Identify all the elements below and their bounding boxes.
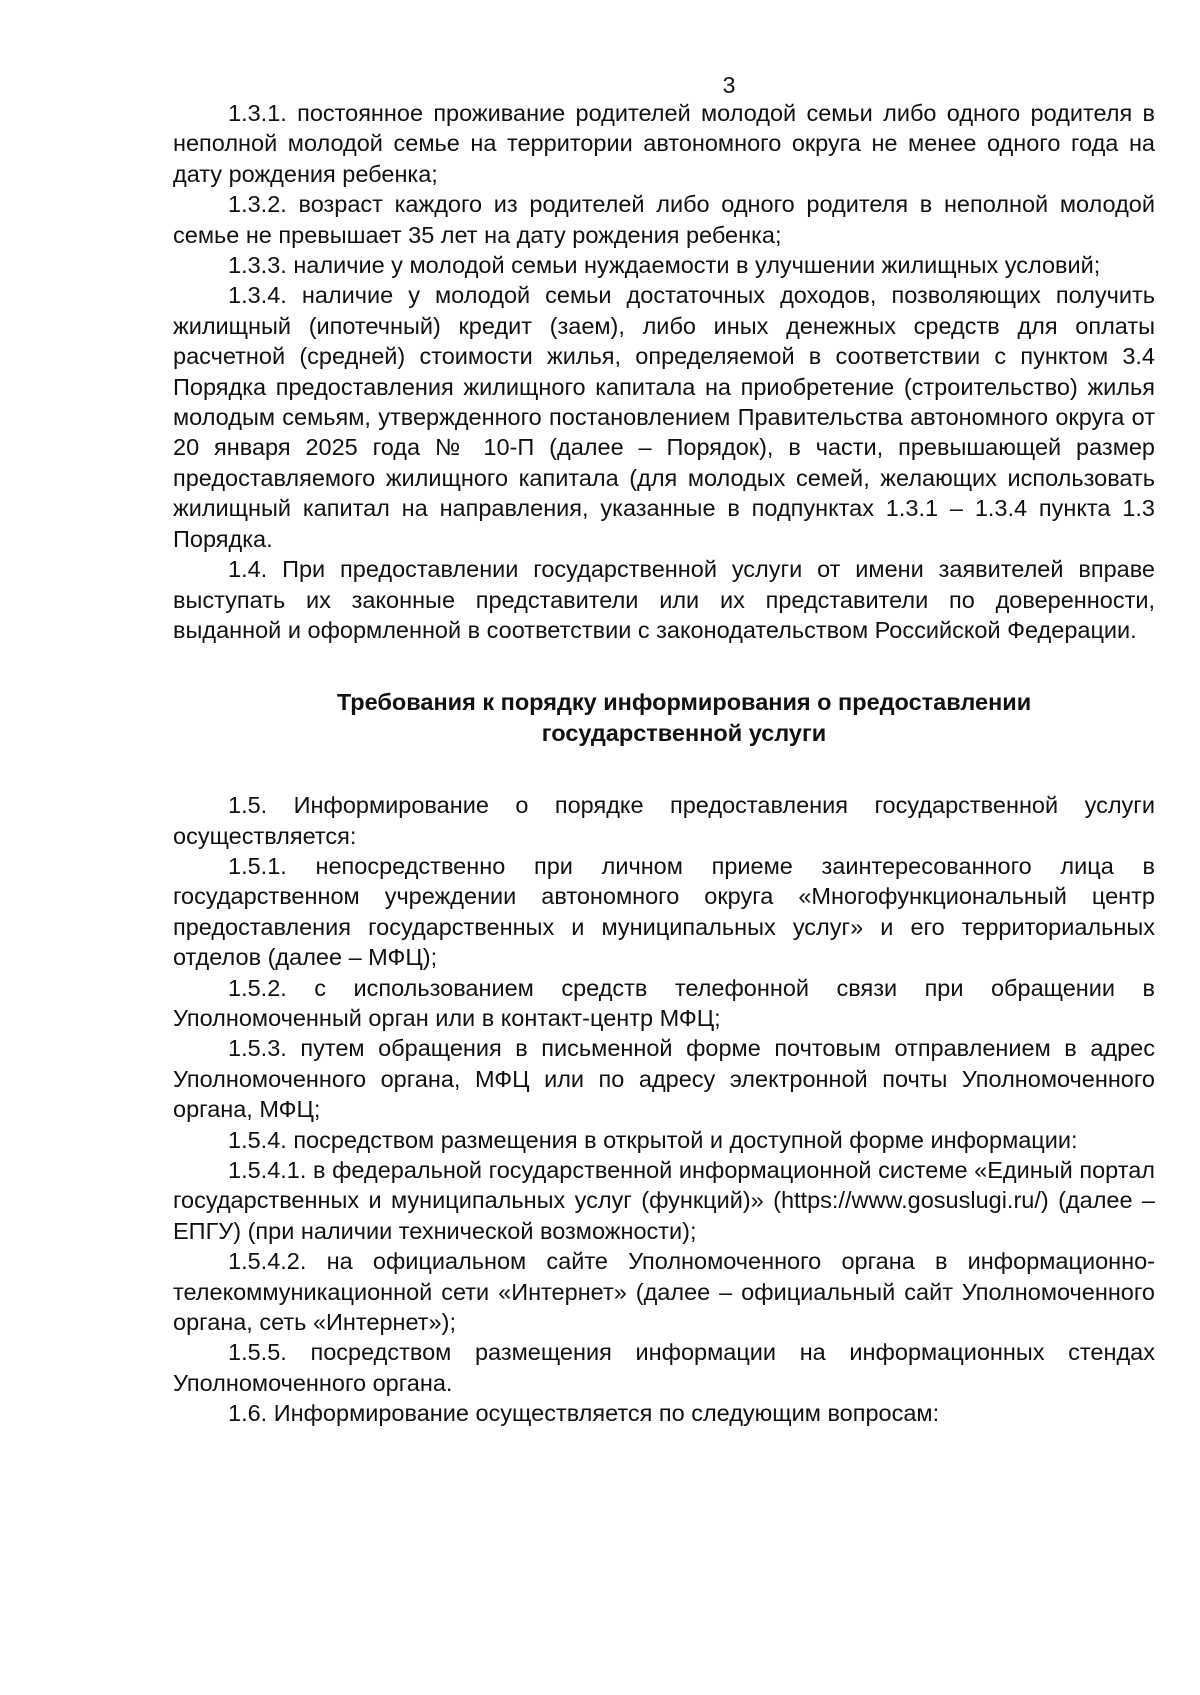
paragraph-1-5-4-2: 1.5.4.2. на официальном сайте Уполномоченного органа в информационно-телекоммуникационной сети «Интернет» (далее – официальный сайт Уполномоченного органа, сеть «Интернет»); bbox=[173, 1248, 1155, 1336]
section-heading bbox=[173, 687, 1155, 748]
paragraph-1-3-2: 1.3.2. возраст каждого из родителей либо одного родителя в неполной молодой семье не превышает 35 лет на дату рождения ребенка; bbox=[173, 191, 1155, 248]
paragraph-1-4: 1.4. При предоставлении государственной услуги от имени заявителей вправе выступать их законные представители или их представители по доверенности, выданной и оформленной в соответствии с законодательством Российской Федерации. bbox=[173, 556, 1155, 643]
page-number: 3 bbox=[722, 72, 736, 98]
paragraph-1-5-3: 1.5.3. путем обращения в письменной форме почтовым отправлением в адрес Уполномоченного органа, МФЦ или по адресу электронной почты Уполномоченного органа, МФЦ; bbox=[173, 1035, 1155, 1123]
paragraph-1-5: 1.5. Информирование о порядке предоставления государственной услуги осуществляется: bbox=[173, 792, 1155, 849]
section-heading-line-2: государственной услуги bbox=[541, 719, 827, 746]
paragraph-1-3-4: 1.3.4. наличие у молодой семьи достаточных доходов, позволяющих получить жилищный (ипотечный) кредит (заем), либо иных денежных средств для оплаты расчетной (средней) стоимости жилья, определяемой в соответствии с пунктом 3.4 Порядка предоставления жилищного капитала на приобретение (строительство) жилья молодым семьям, утвержденного постановлением Правительства автономного округа от 20 января 2025 года № 10-П (далее – Порядок), в части, превышающей размер предоставляемого жилищного капитала (для молодых семей, желающих использовать жилищный капитал на направления, указанные в подпунктах 1.3.1 – 1.3.4 пункта 1.3 Порядка. bbox=[173, 282, 1155, 552]
paragraph-1-3-1: 1.3.1. постоянное проживание родителей молодой семьи либо одного родителя в неполной молодой семье на территории автономного округа не менее одного года на дату рождения ребенка; bbox=[173, 100, 1155, 187]
paragraph-1-6: 1.6. Информирование осуществляется по следующим вопросам: bbox=[228, 1400, 940, 1427]
paragraph-1-5-4-1: 1.5.4.1. в федеральной государственной информационной системе «Единый портал государственных и муниципальных услуг (функций)» (https://www.gosuslugi.ru/) (далее – ЕПГУ) (при наличии технической возможности); bbox=[173, 1157, 1155, 1244]
document-page bbox=[173, 70, 1155, 1429]
paragraph-1-3-3: 1.3.3. наличие у молодой семьи нуждаемости в улучшении жилищных условий; bbox=[228, 252, 1101, 279]
paragraph-1-5-5: 1.5.5. посредством размещения информации на информационных стендах Уполномоченного органа. bbox=[173, 1339, 1155, 1396]
paragraph-1-5-4: 1.5.4. посредством размещения в открытой и доступной форме информации: bbox=[228, 1126, 1078, 1153]
section-heading-line-1: Требования к порядку информирования о предоставлении bbox=[336, 689, 1032, 716]
paragraph-1-5-1: 1.5.1. непосредственно при личном приеме заинтересованного лица в государственном учреждении автономного округа «Многофункциональный центр предоставления государственных и муниципальных услуг» и его территориальных отделов (далее – МФЦ); bbox=[173, 852, 1155, 971]
paragraph-1-5-2: 1.5.2. с использованием средств телефонной связи при обращении в Уполномоченный орган или в контакт-центр МФЦ; bbox=[173, 974, 1155, 1031]
